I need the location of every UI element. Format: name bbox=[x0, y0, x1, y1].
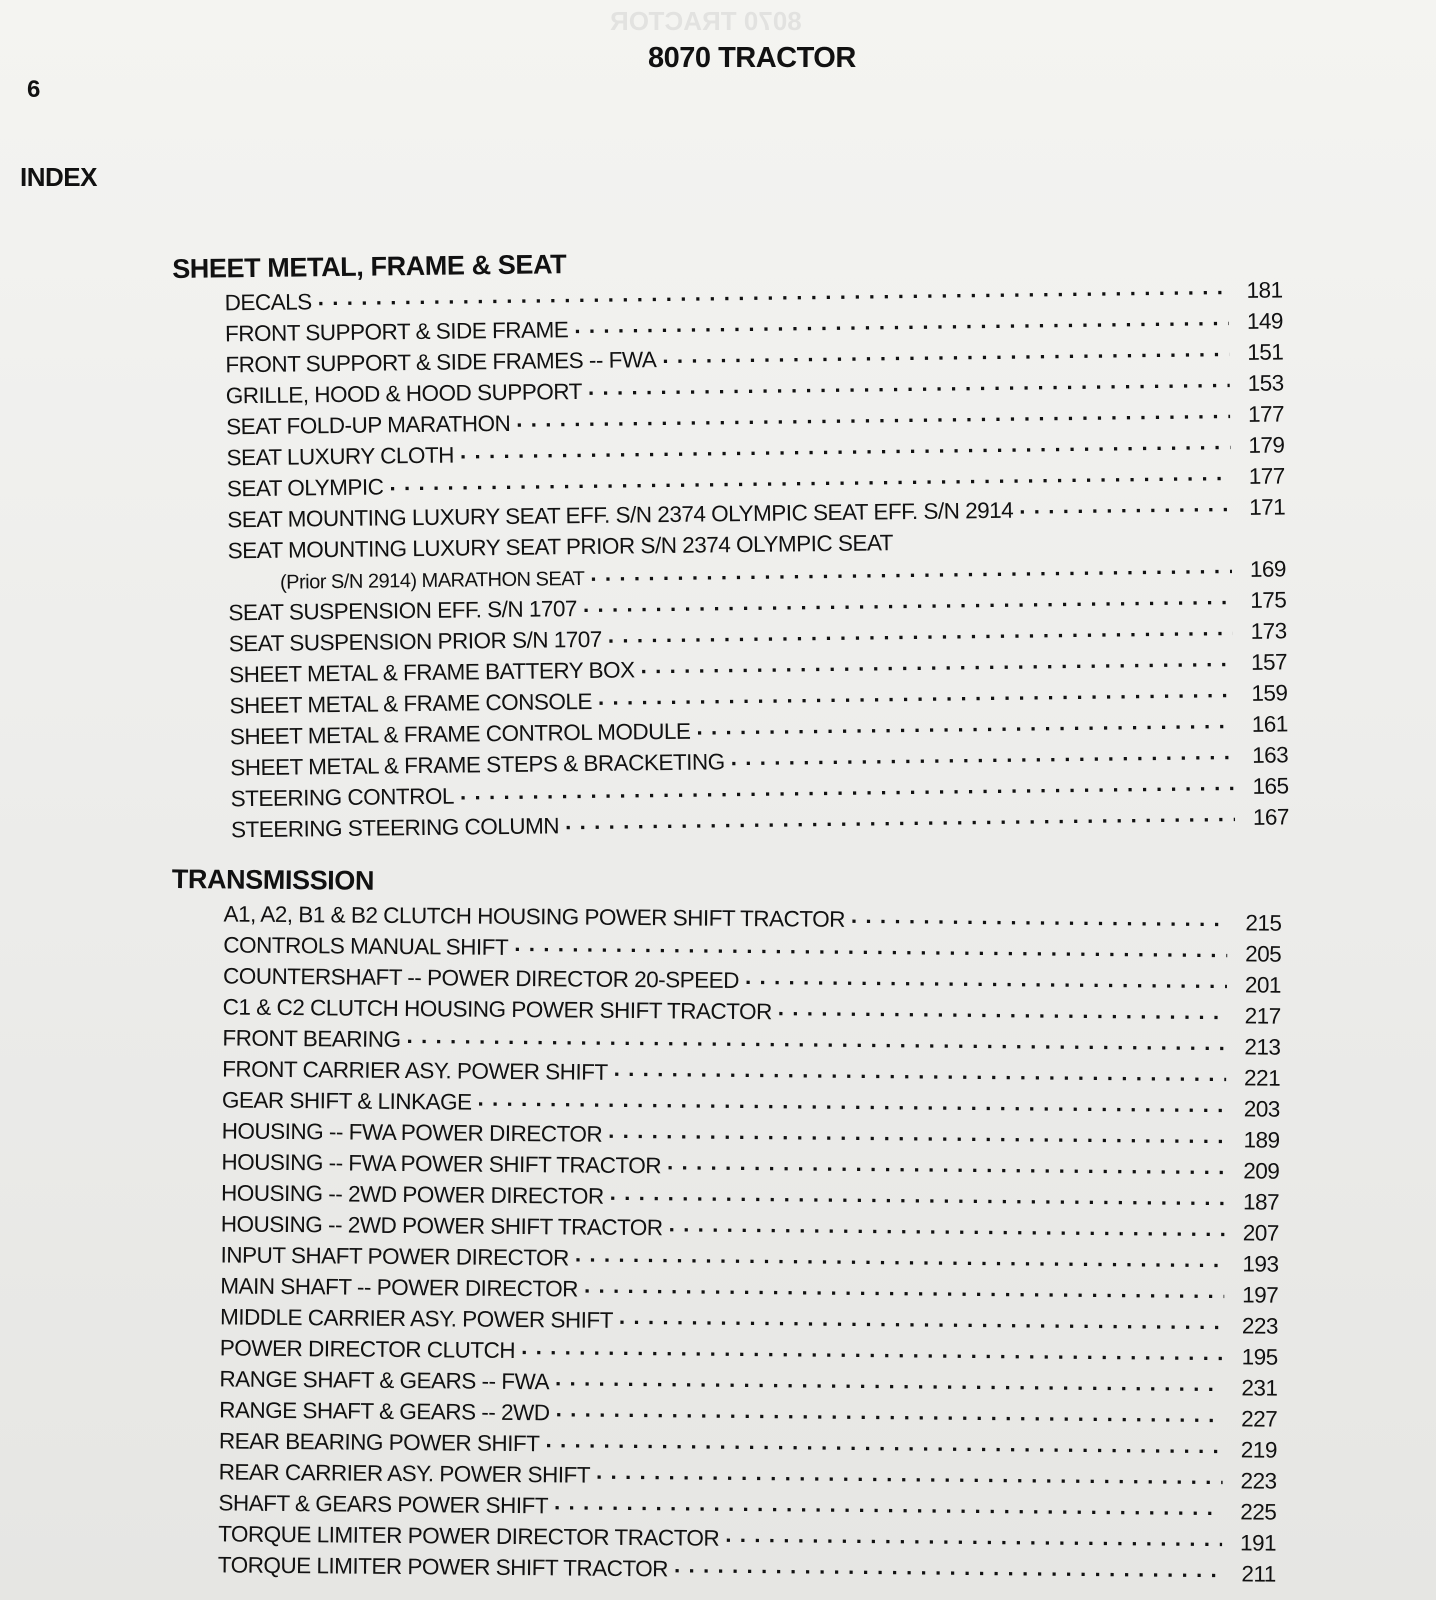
page-number: 6 bbox=[27, 76, 41, 103]
leader-dots bbox=[584, 1277, 1224, 1303]
entry-label: CONTROLS MANUAL SHIFT bbox=[223, 932, 509, 960]
entry-page: 149 bbox=[1246, 308, 1284, 334]
leader-dots bbox=[745, 968, 1227, 992]
section-heading: TRANSMISSION bbox=[171, 863, 375, 896]
leader-dots bbox=[556, 1400, 1224, 1426]
entry-list bbox=[224, 274, 1289, 845]
leader-dots bbox=[662, 340, 1229, 367]
leader-dots bbox=[554, 1493, 1223, 1519]
leader-dots bbox=[667, 1153, 1225, 1178]
entry-label-continued: (Prior S/N 2914) MARATHON SEAT bbox=[279, 567, 585, 594]
section-transmission bbox=[166, 862, 1292, 1590]
entry-page: 177 bbox=[1248, 463, 1285, 489]
entry-label: FRONT CARRIER ASY. POWER SHIFT bbox=[222, 1056, 608, 1085]
entry-label: RANGE SHAFT & GEARS -- FWA bbox=[219, 1366, 550, 1395]
entry-label: REAR CARRIER ASY. POWER SHIFT bbox=[218, 1459, 591, 1488]
entry-page: 197 bbox=[1242, 1282, 1279, 1308]
leader-dots bbox=[851, 907, 1228, 930]
document-title: 8070 TRACTOR bbox=[648, 42, 856, 74]
entry-label: MAIN SHAFT -- POWER DIRECTOR bbox=[220, 1273, 579, 1302]
entry-label: FRONT SUPPORT & SIDE FRAMES -- FWA bbox=[225, 347, 657, 378]
section-heading: SHEET METAL, FRAME & SEAT bbox=[172, 249, 567, 284]
entry-page: 191 bbox=[1239, 1530, 1277, 1556]
leader-dots bbox=[590, 557, 1232, 585]
entry-page: 179 bbox=[1248, 432, 1285, 458]
leader-dots bbox=[696, 712, 1234, 739]
entry-page: 163 bbox=[1252, 742, 1289, 768]
entry-page: 189 bbox=[1243, 1127, 1280, 1153]
entry-page: 159 bbox=[1251, 680, 1288, 706]
entry-page: 211 bbox=[1241, 1561, 1276, 1587]
entry-label: SHEET METAL & FRAME CONTROL MODULE bbox=[229, 718, 691, 750]
entry-page: 195 bbox=[1241, 1344, 1278, 1370]
entry-label: C1 & C2 CLUTCH HOUSING POWER SHIFT TRACTOR bbox=[222, 994, 772, 1025]
entry-label: STEERING STEERING COLUMN bbox=[230, 813, 560, 843]
entry-page: 209 bbox=[1243, 1158, 1280, 1184]
entry-page: 215 bbox=[1245, 910, 1282, 936]
entry-label: RANGE SHAFT & GEARS -- 2WD bbox=[219, 1397, 550, 1426]
entry-page: 161 bbox=[1251, 711, 1289, 737]
leader-dots bbox=[608, 619, 1233, 647]
entry-label: TORQUE LIMITER POWER DIRECTOR TRACTOR bbox=[218, 1521, 720, 1551]
leader-dots bbox=[725, 1526, 1222, 1550]
entry-page: 223 bbox=[1241, 1313, 1279, 1339]
entry-page: 203 bbox=[1243, 1096, 1280, 1122]
entry-page: 219 bbox=[1240, 1437, 1278, 1463]
entry-page: 193 bbox=[1242, 1251, 1279, 1277]
entry-label: REAR BEARING POWER SHIFT bbox=[218, 1428, 540, 1457]
entry-label: GRILLE, HOOD & HOOD SUPPORT bbox=[225, 379, 583, 409]
leader-dots bbox=[514, 935, 1227, 961]
leader-dots bbox=[565, 805, 1235, 833]
leader-dots bbox=[521, 1338, 1224, 1364]
leader-dots bbox=[614, 1060, 1227, 1085]
leader-dots bbox=[596, 1463, 1223, 1488]
entry-label: MIDDLE CARRIER ASY. POWER SHIFT bbox=[219, 1304, 614, 1333]
entry-page: 153 bbox=[1247, 370, 1284, 396]
entry-label: HOUSING -- FWA POWER DIRECTOR bbox=[221, 1118, 603, 1147]
entry-label: STEERING CONTROL bbox=[230, 783, 455, 812]
entry-label: SEAT MOUNTING LUXURY SEAT PRIOR S/N 2374 OLYMPIC SEAT bbox=[227, 530, 894, 564]
entry-page: 207 bbox=[1242, 1220, 1279, 1246]
entry-page: 231 bbox=[1241, 1375, 1278, 1401]
entry-label: COUNTERSHAFT -- POWER DIRECTOR 20-SPEED bbox=[222, 963, 740, 993]
leader-dots bbox=[731, 743, 1235, 769]
leader-dots bbox=[318, 278, 1229, 309]
leader-dots bbox=[583, 588, 1233, 616]
leader-dots bbox=[407, 1027, 1227, 1054]
entry-page: 213 bbox=[1244, 1034, 1281, 1060]
entry-page: 171 bbox=[1249, 494, 1286, 520]
entry-page: 173 bbox=[1250, 618, 1287, 644]
entry-label: SEAT MOUNTING LUXURY SEAT EFF. S/N 2374 OLYMPIC SEAT EFF. S/N 2914 bbox=[227, 497, 1014, 533]
section-sheet-metal bbox=[172, 238, 1299, 846]
leader-dots bbox=[574, 309, 1229, 337]
entry-page: 165 bbox=[1252, 773, 1289, 799]
entry-label: DECALS bbox=[224, 289, 312, 316]
entry-label: SHEET METAL & FRAME STEPS & BRACKETING bbox=[230, 749, 725, 781]
entry-page: 151 bbox=[1247, 339, 1284, 365]
entry-label: GEAR SHIFT & LINKAGE bbox=[221, 1087, 472, 1115]
entry-page: 167 bbox=[1252, 804, 1290, 830]
bleed-through-text: 8070 TRACTOR bbox=[610, 6, 802, 36]
leader-dots bbox=[575, 1246, 1225, 1272]
leader-dots bbox=[460, 433, 1231, 462]
entry-label: SEAT SUSPENSION EFF. S/N 1707 bbox=[228, 596, 578, 626]
leader-dots bbox=[588, 371, 1230, 399]
leader-dots bbox=[545, 1431, 1223, 1457]
entry-page: 169 bbox=[1249, 556, 1287, 582]
entry-label: SHEET METAL & FRAME BATTERY BOX bbox=[229, 657, 635, 688]
leader-dots bbox=[555, 1369, 1224, 1395]
entry-page: 221 bbox=[1244, 1065, 1281, 1091]
leader-dots bbox=[778, 999, 1227, 1023]
entry-page: 177 bbox=[1247, 401, 1285, 427]
leader-dots bbox=[674, 1556, 1222, 1581]
index-heading: INDEX bbox=[20, 162, 97, 192]
leader-dots bbox=[598, 681, 1234, 709]
leader-dots bbox=[669, 1215, 1225, 1240]
entry-label: HOUSING -- 2WD POWER DIRECTOR bbox=[221, 1180, 604, 1209]
entry-label: SEAT LUXURY CLOTH bbox=[226, 442, 455, 471]
entry-page: 223 bbox=[1240, 1468, 1277, 1494]
entry-label: FRONT SUPPORT & SIDE FRAME bbox=[224, 317, 569, 347]
entry-label: FRONT BEARING bbox=[222, 1025, 401, 1053]
entry-label: TORQUE LIMITER POWER SHIFT TRACTOR bbox=[217, 1552, 669, 1582]
entry-label: A1, A2, B1 & B2 CLUTCH HOUSING POWER SHIFT TRACTOR bbox=[223, 901, 846, 932]
leader-dots bbox=[1019, 495, 1231, 518]
entry-page: 205 bbox=[1245, 941, 1282, 967]
entry-label: HOUSING -- FWA POWER SHIFT TRACTOR bbox=[221, 1149, 662, 1179]
entry-page: 217 bbox=[1244, 1003, 1281, 1029]
entry-page: 201 bbox=[1244, 972, 1282, 998]
leader-dots bbox=[608, 1122, 1226, 1147]
entry-label: SEAT SUSPENSION PRIOR S/N 1707 bbox=[228, 626, 602, 657]
entry-label: SHAFT & GEARS POWER SHIFT bbox=[218, 1490, 549, 1519]
entry-label: SEAT OLYMPIC bbox=[226, 474, 384, 502]
entry-label: INPUT SHAFT POWER DIRECTOR bbox=[220, 1242, 569, 1271]
entry-label: POWER DIRECTOR CLUTCH bbox=[219, 1335, 516, 1364]
entry-page: 175 bbox=[1250, 587, 1287, 613]
entry-page: 227 bbox=[1241, 1406, 1278, 1432]
entry-page: 187 bbox=[1242, 1189, 1280, 1215]
entry-label: SEAT FOLD-UP MARATHON bbox=[225, 410, 511, 440]
leader-dots bbox=[516, 402, 1230, 431]
leader-dots bbox=[640, 650, 1233, 677]
entry-label: HOUSING -- 2WD POWER SHIFT TRACTOR bbox=[220, 1211, 663, 1241]
entry-page: 181 bbox=[1246, 277, 1283, 303]
leader-dots bbox=[478, 1090, 1226, 1117]
entry-page: 157 bbox=[1250, 649, 1288, 675]
leader-dots bbox=[619, 1308, 1224, 1333]
entry-label: SHEET METAL & FRAME CONSOLE bbox=[229, 688, 593, 719]
entry-page: 225 bbox=[1240, 1499, 1277, 1525]
entry-list bbox=[218, 898, 1282, 1589]
leader-dots bbox=[610, 1184, 1226, 1209]
